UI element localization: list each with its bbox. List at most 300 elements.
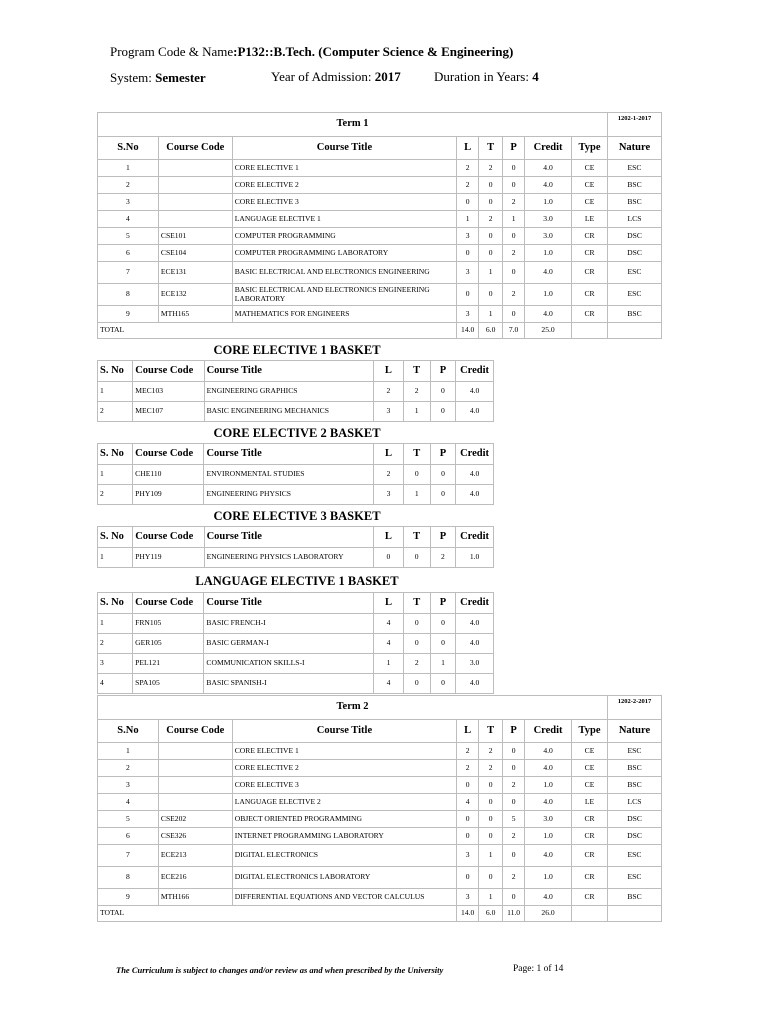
table-cell: ESC	[608, 867, 662, 889]
basket-title: CORE ELECTIVE 1 BASKET	[213, 343, 381, 357]
table-cell: OBJECT ORIENTED PROGRAMMING	[232, 811, 456, 828]
program-label: Program Code & Name	[110, 44, 234, 59]
table-cell: LCS	[608, 211, 662, 228]
table-cell: CR	[572, 284, 608, 306]
table-cell: 5	[98, 228, 159, 245]
basket-title: CORE ELECTIVE 3 BASKET	[213, 509, 381, 523]
table-cell: CSE326	[158, 828, 232, 845]
table-cell: 4	[374, 674, 403, 694]
table-cell: BSC	[608, 777, 662, 794]
column-header: L	[457, 137, 479, 160]
table-cell: 2	[479, 760, 503, 777]
table-cell: 0	[403, 634, 430, 654]
table-cell: 0	[457, 194, 479, 211]
column-header: T	[479, 720, 503, 743]
table-cell: BASIC ELECTRICAL AND ELECTRONICS ENGINEERING	[232, 262, 456, 284]
table-cell: 3.0	[525, 811, 572, 828]
table-cell: CORE ELECTIVE 3	[232, 777, 456, 794]
table-cell: 4.0	[456, 382, 494, 402]
table-cell: DSC	[608, 828, 662, 845]
table-cell: 0	[479, 867, 503, 889]
column-header: Course Title	[232, 720, 456, 743]
column-header: Credit	[456, 444, 494, 465]
table-cell: 1	[479, 889, 503, 906]
table-cell: CORE ELECTIVE 3	[232, 194, 456, 211]
table-cell: 0	[479, 177, 503, 194]
table-cell: 0	[457, 811, 479, 828]
empty-cell	[608, 906, 662, 922]
table-cell: 1	[403, 485, 430, 505]
table-cell: 2	[479, 743, 503, 760]
year-line	[271, 69, 401, 85]
table-cell: 2	[503, 245, 525, 262]
table-cell: 4	[457, 794, 479, 811]
table-cell	[158, 743, 232, 760]
table-cell: CR	[572, 811, 608, 828]
table-cell: 2	[403, 382, 430, 402]
table-cell: ENGINEERING PHYSICS	[204, 485, 374, 505]
table-row	[98, 867, 662, 889]
table-cell: 1	[430, 654, 455, 674]
table-cell	[158, 177, 232, 194]
table-cell: 1	[457, 211, 479, 228]
table-cell: CE	[572, 743, 608, 760]
table-cell: DIGITAL ELECTRONICS	[232, 845, 456, 867]
table-cell: 6	[98, 828, 159, 845]
table-cell: ECE216	[158, 867, 232, 889]
table-cell: 0	[457, 828, 479, 845]
table-cell: 0	[430, 634, 455, 654]
table-cell: BASIC ELECTRICAL AND ELECTRONICS ENGINEERING LABORATORY	[232, 284, 456, 306]
table-cell: BSC	[608, 889, 662, 906]
table-cell: ECE132	[158, 284, 232, 306]
table-cell: 3	[98, 194, 159, 211]
table-cell: 0	[479, 777, 503, 794]
column-header: L	[457, 720, 479, 743]
table-cell: 0	[430, 614, 455, 634]
total-value: 26.0	[525, 906, 572, 922]
duration-line	[434, 69, 539, 85]
table-cell: CORE ELECTIVE 1	[232, 160, 456, 177]
table-cell: 0	[430, 382, 455, 402]
table-cell: LANGUAGE ELECTIVE 1	[232, 211, 456, 228]
table-cell: CR	[572, 306, 608, 323]
table-cell: 4.0	[525, 262, 572, 284]
table-cell: 3.0	[525, 211, 572, 228]
table-cell: ENVIRONMENTAL STUDIES	[204, 465, 374, 485]
column-header: S.No	[98, 720, 159, 743]
table-cell: 1.0	[525, 777, 572, 794]
total-value: 6.0	[479, 906, 503, 922]
table-row	[98, 402, 494, 422]
table-cell	[158, 160, 232, 177]
table-cell: 4.0	[456, 614, 494, 634]
term-code: 1202-2-2017	[608, 696, 662, 720]
table-cell: MEC107	[133, 402, 204, 422]
table-cell: 1.0	[525, 245, 572, 262]
table-cell: 3	[457, 306, 479, 323]
term-header-row	[98, 113, 662, 137]
column-header: T	[403, 444, 430, 465]
table-cell: 1	[98, 160, 159, 177]
program-line	[110, 44, 513, 60]
table-cell: 3.0	[456, 654, 494, 674]
language-elective-1-basket-table	[97, 592, 494, 694]
table-row	[98, 654, 494, 674]
term-title: Term 2	[98, 696, 608, 720]
column-header: Credit	[456, 593, 494, 614]
table-cell: ENGINEERING GRAPHICS	[204, 382, 374, 402]
duration-label: Duration in Years:	[434, 69, 533, 84]
table-cell: 2	[430, 548, 455, 568]
table-cell: 0	[503, 262, 525, 284]
table-cell: 0	[503, 160, 525, 177]
table-cell: BASIC GERMAN-I	[204, 634, 374, 654]
column-header: Course Code	[158, 720, 232, 743]
table-cell: FRN105	[133, 614, 204, 634]
table-cell: LCS	[608, 794, 662, 811]
total-value: 14.0	[457, 906, 479, 922]
table-cell: MTH165	[158, 306, 232, 323]
table-row	[98, 485, 494, 505]
table-cell: 0	[479, 228, 503, 245]
table-cell: 1.0	[525, 828, 572, 845]
table-cell: 2	[457, 160, 479, 177]
table-cell: 0	[479, 828, 503, 845]
table-row	[98, 674, 494, 694]
table-cell: 1.0	[525, 194, 572, 211]
table-cell: CSE202	[158, 811, 232, 828]
table-cell: CR	[572, 889, 608, 906]
column-header: Credit	[456, 527, 494, 548]
table-cell: 2	[457, 760, 479, 777]
table-cell: 3	[374, 402, 403, 422]
total-value: 11.0	[503, 906, 525, 922]
table-cell: 0	[503, 306, 525, 323]
table-cell: 2	[503, 828, 525, 845]
table-cell: ENGINEERING PHYSICS LABORATORY	[204, 548, 374, 568]
column-header: P	[430, 527, 455, 548]
column-header: P	[430, 444, 455, 465]
column-header: Type	[572, 137, 608, 160]
table-cell: BSC	[608, 760, 662, 777]
table-cell: 8	[98, 284, 159, 306]
column-header: T	[403, 361, 430, 382]
table-cell: PEL121	[133, 654, 204, 674]
table-cell: 0	[374, 548, 403, 568]
column-header: Course Code	[133, 361, 204, 382]
table-cell: 4	[98, 674, 133, 694]
table-cell: BASIC FRENCH-I	[204, 614, 374, 634]
table-cell: 0	[430, 674, 455, 694]
table-cell: 0	[479, 194, 503, 211]
table-cell: 2	[479, 211, 503, 228]
table-row	[98, 811, 662, 828]
table-cell: 9	[98, 889, 159, 906]
table-row	[98, 245, 662, 262]
table-cell: 0	[503, 889, 525, 906]
table-row	[98, 228, 662, 245]
table-cell	[158, 211, 232, 228]
table-cell: 2	[503, 194, 525, 211]
table-cell: BSC	[608, 194, 662, 211]
table-row	[98, 828, 662, 845]
table-cell: COMPUTER PROGRAMMING	[232, 228, 456, 245]
table-cell: 1	[503, 211, 525, 228]
table-cell: 0	[503, 845, 525, 867]
table-cell: 0	[457, 867, 479, 889]
column-header: Credit	[456, 361, 494, 382]
table-cell: CR	[572, 262, 608, 284]
column-header-row	[98, 720, 662, 743]
core-elective-1-basket-table	[97, 360, 494, 422]
table-cell: 4.0	[456, 485, 494, 505]
table-cell: 4	[98, 794, 159, 811]
table-cell: 1	[98, 743, 159, 760]
table-cell: 5	[503, 811, 525, 828]
column-header: P	[430, 361, 455, 382]
empty-cell	[608, 323, 662, 339]
table-cell: DIGITAL ELECTRONICS LABORATORY	[232, 867, 456, 889]
column-header: Course Code	[133, 593, 204, 614]
table-cell: CE	[572, 160, 608, 177]
core-elective-2-basket-table	[97, 443, 494, 505]
table-cell: 4.0	[525, 743, 572, 760]
table-cell: 1	[479, 306, 503, 323]
table-cell: DSC	[608, 245, 662, 262]
basket-title: CORE ELECTIVE 2 BASKET	[213, 426, 381, 440]
table-cell: CR	[572, 828, 608, 845]
table-cell: 4.0	[456, 674, 494, 694]
table-cell: MEC103	[133, 382, 204, 402]
table-cell: 0	[457, 245, 479, 262]
table-cell: COMPUTER PROGRAMMING LABORATORY	[232, 245, 456, 262]
column-header: S. No	[98, 593, 133, 614]
column-header: Course Title	[204, 444, 374, 465]
table-cell: 1	[98, 382, 133, 402]
table-cell: COMMUNICATION SKILLS-I	[204, 654, 374, 674]
table-cell: 3	[457, 889, 479, 906]
total-row	[98, 323, 662, 339]
table-cell: 1.0	[456, 548, 494, 568]
table-cell: 2	[374, 382, 403, 402]
column-header: L	[374, 444, 403, 465]
column-header: Course Code	[133, 444, 204, 465]
column-header: Type	[572, 720, 608, 743]
year-value: 2017	[374, 69, 401, 84]
column-header: Credit	[525, 720, 572, 743]
table-cell: 1	[98, 465, 133, 485]
table-cell: ESC	[608, 743, 662, 760]
table-cell: BSC	[608, 177, 662, 194]
table-cell: 2	[98, 485, 133, 505]
table-cell: 0	[479, 245, 503, 262]
table-cell: 9	[98, 306, 159, 323]
table-cell: 0	[403, 674, 430, 694]
table-row	[98, 211, 662, 228]
table-cell: ESC	[608, 262, 662, 284]
table-cell	[158, 794, 232, 811]
table-cell: 0	[503, 228, 525, 245]
table-cell: 2	[374, 465, 403, 485]
table-cell: 0	[457, 777, 479, 794]
basket-title: LANGUAGE ELECTIVE 1 BASKET	[195, 574, 399, 588]
table-cell: 0	[503, 760, 525, 777]
table-cell: MATHEMATICS FOR ENGINEERS	[232, 306, 456, 323]
total-label: TOTAL	[98, 323, 457, 339]
column-header: Course Title	[204, 527, 374, 548]
table-cell	[158, 760, 232, 777]
table-cell: 0	[403, 614, 430, 634]
column-header: L	[374, 361, 403, 382]
table-cell: 4.0	[525, 177, 572, 194]
table-cell: 3	[98, 654, 133, 674]
table-cell: 1	[374, 654, 403, 674]
table-cell: CR	[572, 245, 608, 262]
column-header-row	[98, 137, 662, 160]
table-cell: CORE ELECTIVE 2	[232, 177, 456, 194]
table-cell: PHY119	[133, 548, 204, 568]
table-cell: CE	[572, 194, 608, 211]
term-title: Term 1	[98, 113, 608, 137]
table-cell: CR	[572, 867, 608, 889]
table-cell: 4.0	[525, 760, 572, 777]
duration-value: 4	[532, 69, 539, 84]
table-row	[98, 548, 494, 568]
table-cell: PHY109	[133, 485, 204, 505]
system-label: System:	[110, 70, 156, 85]
core-elective-3-basket-table	[97, 526, 494, 568]
term-code: 1202-1-2017	[608, 113, 662, 137]
table-cell: 2	[503, 284, 525, 306]
table-cell: LE	[572, 794, 608, 811]
table-cell: 0	[430, 465, 455, 485]
table-cell: LE	[572, 211, 608, 228]
column-header-row	[98, 527, 494, 548]
table-cell: 5	[98, 811, 159, 828]
table-cell: LANGUAGE ELECTIVE 2	[232, 794, 456, 811]
table-cell: 0	[403, 465, 430, 485]
column-header: P	[503, 720, 525, 743]
system-line	[110, 70, 206, 86]
table-cell: 3	[457, 262, 479, 284]
table-cell: 0	[403, 548, 430, 568]
table-cell: 2	[457, 743, 479, 760]
table-cell: 6	[98, 245, 159, 262]
total-row	[98, 906, 662, 922]
column-header-row	[98, 361, 494, 382]
table-cell: 4.0	[525, 794, 572, 811]
table-cell: ESC	[608, 160, 662, 177]
table-cell: 1.0	[525, 867, 572, 889]
table-cell: 0	[503, 794, 525, 811]
column-header: L	[374, 593, 403, 614]
table-cell: CHE110	[133, 465, 204, 485]
table-row	[98, 634, 494, 654]
table-cell: 2	[503, 777, 525, 794]
term-2-table	[97, 695, 662, 922]
table-row	[98, 743, 662, 760]
table-cell: ECE213	[158, 845, 232, 867]
table-cell: 1	[403, 402, 430, 422]
table-cell: 3	[457, 228, 479, 245]
footer-note: The Curriculum is subject to changes and/or review as and when prescribed by the University	[116, 965, 444, 975]
column-header: Course Title	[204, 361, 374, 382]
table-cell: 1	[479, 262, 503, 284]
table-cell: 0	[430, 485, 455, 505]
table-cell: 4	[374, 634, 403, 654]
table-cell: 3	[98, 777, 159, 794]
table-cell: 4.0	[525, 889, 572, 906]
column-header-row	[98, 593, 494, 614]
table-cell	[158, 777, 232, 794]
total-value: 14.0	[457, 323, 479, 339]
table-row	[98, 614, 494, 634]
column-header: P	[430, 593, 455, 614]
column-header: S. No	[98, 444, 133, 465]
table-row	[98, 177, 662, 194]
table-cell: ESC	[608, 284, 662, 306]
table-cell	[158, 194, 232, 211]
table-cell: DIFFERENTIAL EQUATIONS AND VECTOR CALCULUS	[232, 889, 456, 906]
total-value: 7.0	[503, 323, 525, 339]
table-cell: 7	[98, 845, 159, 867]
table-cell: 2	[98, 634, 133, 654]
column-header: S. No	[98, 361, 133, 382]
total-value: 25.0	[525, 323, 572, 339]
page-number: Page: 1 of 14	[513, 964, 564, 974]
column-header: Course Title	[232, 137, 456, 160]
table-cell: 4.0	[525, 160, 572, 177]
table-cell: CORE ELECTIVE 2	[232, 760, 456, 777]
table-row	[98, 845, 662, 867]
column-header: Course Code	[158, 137, 232, 160]
table-cell: GER105	[133, 634, 204, 654]
column-header-row	[98, 444, 494, 465]
column-header: T	[479, 137, 503, 160]
table-cell: 7	[98, 262, 159, 284]
table-cell: 1	[98, 548, 133, 568]
table-cell: 2	[479, 160, 503, 177]
table-row	[98, 794, 662, 811]
table-row	[98, 777, 662, 794]
system-value: Semester	[155, 70, 206, 85]
table-cell: CE	[572, 777, 608, 794]
column-header: T	[403, 527, 430, 548]
table-cell: SPA105	[133, 674, 204, 694]
table-row	[98, 194, 662, 211]
table-cell: BSC	[608, 306, 662, 323]
column-header: S.No	[98, 137, 159, 160]
table-cell: CR	[572, 845, 608, 867]
table-cell: 1	[479, 845, 503, 867]
table-cell: 4.0	[456, 465, 494, 485]
table-cell: CE	[572, 760, 608, 777]
table-row	[98, 306, 662, 323]
table-cell: 3	[457, 845, 479, 867]
table-cell: BASIC SPANISH-I	[204, 674, 374, 694]
table-cell: 0	[479, 794, 503, 811]
table-cell: 3.0	[525, 228, 572, 245]
table-cell: 0	[479, 811, 503, 828]
table-cell: 2	[503, 867, 525, 889]
table-cell: CSE101	[158, 228, 232, 245]
total-value: 6.0	[479, 323, 503, 339]
column-header: T	[403, 593, 430, 614]
table-cell: 0	[479, 284, 503, 306]
column-header: L	[374, 527, 403, 548]
table-cell: CE	[572, 177, 608, 194]
